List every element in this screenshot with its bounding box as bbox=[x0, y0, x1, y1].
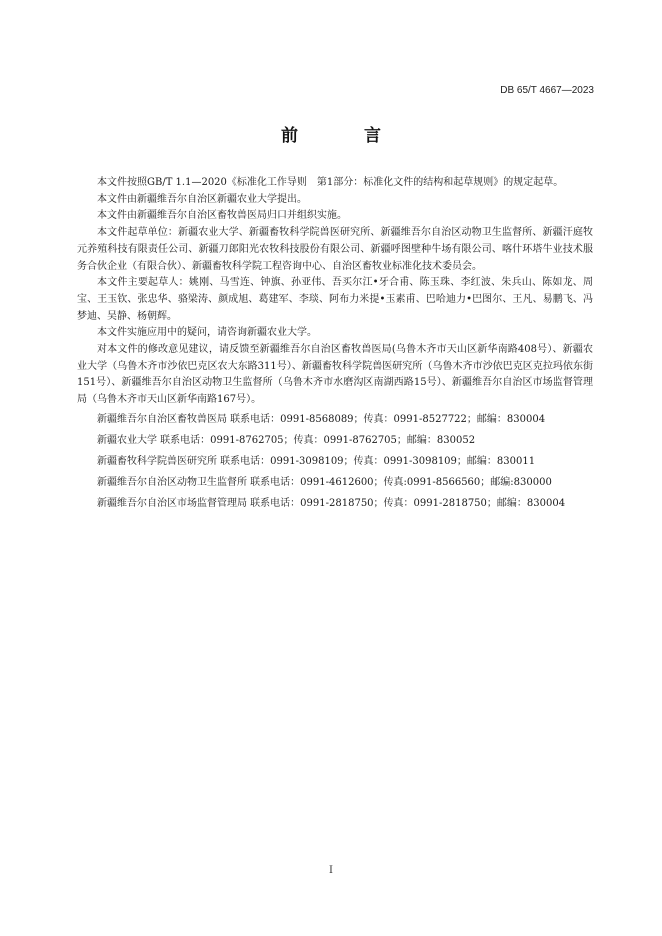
paragraph-drafters: 本文件主要起草人：姚刚、马雪连、钟旗、孙亚伟、吾买尔江•牙合甫、陈玉珠、李红波、朱兵山、陈如龙、周宝、王玉钦、张忠华、骆梁涛、颜成旭、葛建军、李琰、阿布力米提•玉素甫、巴哈迪力•巴图尔、王凡、易鹏飞、冯梦迪、吴静、杨朝辉。 bbox=[77, 277, 593, 322]
page-title: 前 言 bbox=[281, 126, 411, 146]
document-body bbox=[77, 175, 593, 514]
paragraph-administrator: 本文件由新疆维吾尔自治区畜牧兽医局归口并组织实施。 bbox=[97, 210, 347, 222]
contact-line: 新疆维吾尔自治区畜牧兽医局 联系电话：0991-8568089；传真：0991-8527722；邮编：830004 bbox=[97, 413, 546, 425]
paragraph-drafting-units: 本文件起草单位：新疆农业大学、新疆畜牧科学院兽医研究所、新疆维吾尔自治区动物卫生监督所、新疆汗庭牧元养殖科技有限责任公司、新疆刀郎阳光农牧科技股份有限公司、新疆呼图壁种牛场有限公司、喀什环塔牛业技术服务合伙企业（有限合伙）、新疆畜牧科学院工程咨询中心、自治区畜牧业标准化技术委员会。 bbox=[77, 227, 593, 272]
paragraph-feedback: 对本文件的修改意见建议，请反馈至新疆维吾尔自治区畜牧兽医局(乌鲁木齐市天山区新华南路408号）、新疆农业大学（乌鲁木齐市沙依巴克区农大东路311号）、新疆畜牧科学院兽医研究所（乌鲁木齐市沙依巴克区克拉玛依东街151号）、新疆维吾尔自治区动物卫生监督所（乌鲁木齐市水磨沟区南湖西路15号）、新疆维吾尔自治区市场监督管理局（乌鲁木齐市天山区新华南路167号）。 bbox=[77, 344, 593, 406]
paragraph-inquiries: 本文件实施应用中的疑问，请咨询新疆农业大学。 bbox=[97, 327, 317, 339]
paragraph-drafting-rules: 本文件按照GB/T 1.1—2020《标准化工作导则 第1部分：标准化文件的结构和起草规则》的规定起草。 bbox=[97, 177, 564, 188]
standard-code: DB 65/T 4667—2023 bbox=[500, 85, 594, 96]
paragraph-proposer: 本文件由新疆维吾尔自治区新疆农业大学提出。 bbox=[97, 193, 307, 205]
page-number: I bbox=[329, 865, 333, 876]
contact-line: 新疆农业大学 联系电话：0991-8762705；传真：0991-8762705；邮编：830052 bbox=[97, 434, 476, 446]
contact-line: 新疆畜牧科学院兽医研究所 联系电话：0991-3098109；传真：0991-3098109；邮编：830011 bbox=[97, 455, 536, 467]
contact-line: 新疆维吾尔自治区市场监督管理局 联系电话：0991-2818750；传真：0991-2818750；邮编：830004 bbox=[97, 497, 566, 509]
contact-line: 新疆维吾尔自治区动物卫生监督所 联系电话：0991-4612600；传真:0991-8566560；邮编:830000 bbox=[97, 476, 552, 488]
